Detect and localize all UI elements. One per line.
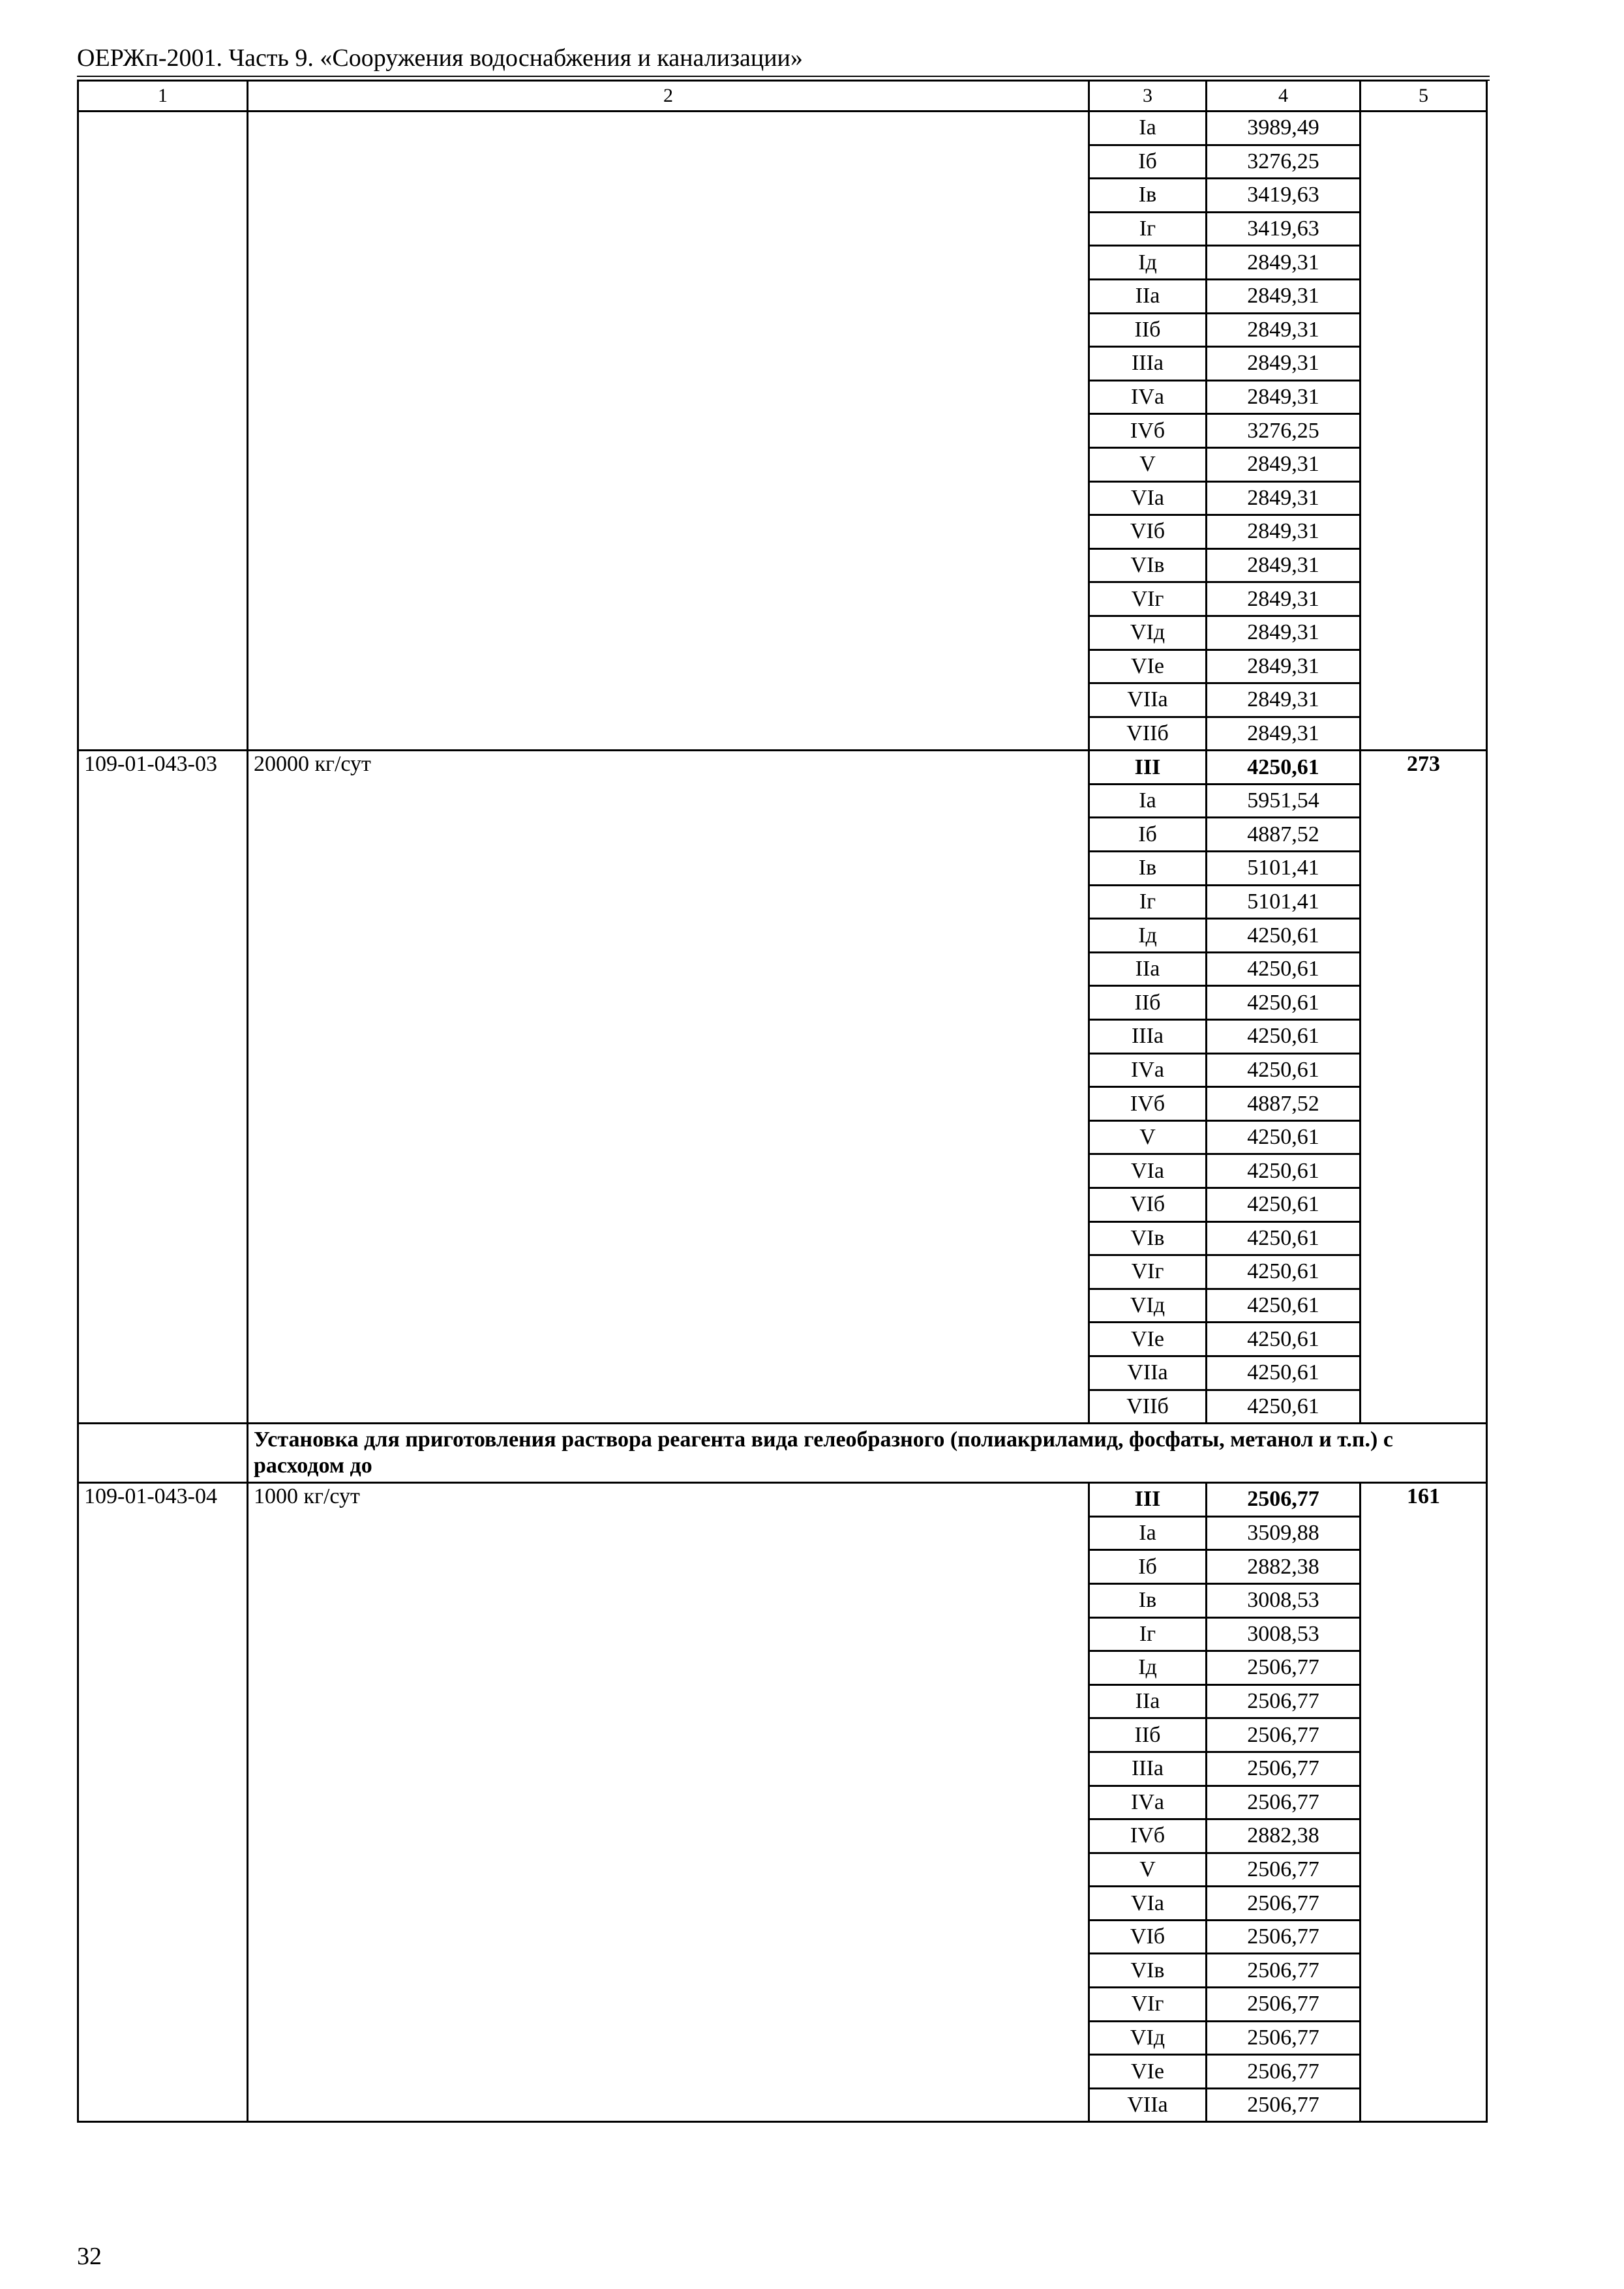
page-number: 32 [77,2243,102,2270]
price-cell: 2882,38 [1207,1550,1361,1584]
price-cell: 4887,52 [1207,1087,1361,1121]
price-cell: 2506,77 [1207,1483,1361,1517]
price-cell: 2882,38 [1207,1819,1361,1853]
zone-cell: VIа [1089,1154,1207,1188]
section-title-row [78,1424,1487,1483]
price-cell: 4250,61 [1207,1323,1361,1356]
description-cell [248,112,1089,751]
col5-cell: 273 [1361,751,1487,1424]
zone-cell: VIб [1089,1188,1207,1222]
zone-cell: VIг [1089,1988,1207,2022]
zone-cell: VIв [1089,548,1207,582]
zone-cell: VIг [1089,582,1207,616]
price-cell: 3989,49 [1207,112,1361,145]
column-header-3: 3 [1089,81,1207,112]
zone-cell: IVа [1089,1053,1207,1087]
price-cell: 4250,61 [1207,1188,1361,1222]
zone-cell: IIа [1089,952,1207,986]
zone-cell: VIв [1089,1954,1207,1988]
column-header-1: 1 [78,81,248,112]
price-cell: 2849,31 [1207,616,1361,650]
zone-cell: VIд [1089,2021,1207,2055]
zone-cell: IIа [1089,1684,1207,1718]
zone-cell: VIIа [1089,683,1207,717]
price-cell: 2849,31 [1207,380,1361,414]
zone-cell: IIIа [1089,1020,1207,1054]
zone-cell: V [1089,447,1207,481]
zone-cell: Iд [1089,246,1207,280]
zone-cell: IIб [1089,313,1207,347]
zone-cell: VIб [1089,515,1207,549]
zone-cell: Iв [1089,1583,1207,1617]
price-cell: 5101,41 [1207,852,1361,886]
price-table-body [78,81,1487,2122]
column-header-5: 5 [1361,81,1487,112]
price-cell: 4250,61 [1207,751,1361,785]
price-cell: 3276,25 [1207,414,1361,448]
zone-cell: Iд [1089,1651,1207,1685]
zone-cell: VIг [1089,1255,1207,1289]
price-cell: 2506,77 [1207,1786,1361,1819]
zone-cell: III [1089,751,1207,785]
price-cell: 2506,77 [1207,1887,1361,1921]
zone-cell: Iв [1089,179,1207,213]
zone-cell: VIд [1089,616,1207,650]
price-cell: 2506,77 [1207,1718,1361,1752]
price-cell: 2506,77 [1207,2088,1361,2122]
zone-cell: VIе [1089,2055,1207,2089]
code-cell [78,1424,248,1483]
price-cell: 4250,61 [1207,1289,1361,1323]
price-table [77,80,1488,2123]
zone-cell: Iг [1089,1617,1207,1651]
price-cell: 2849,31 [1207,717,1361,751]
price-cell: 2849,31 [1207,279,1361,313]
zone-cell: III [1089,1483,1207,1517]
price-cell: 2849,31 [1207,650,1361,683]
price-cell: 2506,77 [1207,1651,1361,1685]
column-header-row [78,81,1487,112]
price-cell: 2506,77 [1207,1684,1361,1718]
price-cell: 3419,63 [1207,179,1361,213]
price-cell: 4250,61 [1207,1390,1361,1424]
zone-cell: V [1089,1120,1207,1154]
table-row [78,112,1487,145]
price-cell: 2506,77 [1207,1752,1361,1786]
price-cell: 3008,53 [1207,1617,1361,1651]
price-cell: 3419,63 [1207,212,1361,246]
price-cell: 2506,77 [1207,1954,1361,1988]
zone-cell: VIIа [1089,2088,1207,2122]
price-cell: 2506,77 [1207,1853,1361,1887]
price-cell: 3008,53 [1207,1583,1361,1617]
description-cell: 20000 кг/сут [248,751,1089,1424]
price-cell: 2849,31 [1207,582,1361,616]
zone-cell: IIб [1089,1718,1207,1752]
zone-cell: VIа [1089,481,1207,515]
zone-cell: IVб [1089,1819,1207,1853]
price-cell: 4250,61 [1207,1020,1361,1054]
price-cell: 5951,54 [1207,784,1361,818]
zone-cell: IIб [1089,986,1207,1020]
col5-cell [1361,112,1487,751]
zone-cell: IVб [1089,1087,1207,1121]
zone-cell: Iб [1089,818,1207,852]
zone-cell: VIв [1089,1221,1207,1255]
price-cell: 2506,77 [1207,1988,1361,2022]
zone-cell: IVа [1089,1786,1207,1819]
price-cell: 2849,31 [1207,246,1361,280]
zone-cell: Iг [1089,885,1207,919]
price-cell: 4250,61 [1207,1356,1361,1390]
table-row [78,1483,1487,1517]
price-cell: 4250,61 [1207,1255,1361,1289]
zone-cell: V [1089,1853,1207,1887]
price-cell: 2849,31 [1207,683,1361,717]
description-cell: 1000 кг/сут [248,1483,1089,2122]
zone-cell: IIIа [1089,347,1207,381]
price-cell: 2849,31 [1207,548,1361,582]
zone-cell: VIе [1089,1323,1207,1356]
price-cell: 2849,31 [1207,481,1361,515]
price-cell: 2849,31 [1207,347,1361,381]
zone-cell: Iб [1089,1550,1207,1584]
price-cell: 4250,61 [1207,1154,1361,1188]
code-cell: 109-01-043-03 [78,751,248,1424]
zone-cell: Iг [1089,212,1207,246]
price-cell: 2506,77 [1207,1920,1361,1954]
zone-cell: VIб [1089,1920,1207,1954]
price-cell: 2849,31 [1207,447,1361,481]
price-cell: 2849,31 [1207,313,1361,347]
price-cell: 2506,77 [1207,2055,1361,2089]
zone-cell: VIIа [1089,1356,1207,1390]
zone-cell: VIIб [1089,717,1207,751]
zone-cell: IIа [1089,279,1207,313]
zone-cell: Iа [1089,1516,1207,1550]
zone-cell: VIе [1089,650,1207,683]
page-header: ОЕРЖп-2001. Часть 9. «Сооружения водоснабжения и канализации» [77,43,1490,77]
column-header-2: 2 [248,81,1089,112]
zone-cell: Iв [1089,852,1207,886]
price-cell: 3276,25 [1207,145,1361,179]
col5-cell: 161 [1361,1483,1487,2122]
zone-cell: VIа [1089,1887,1207,1921]
price-cell: 2849,31 [1207,515,1361,549]
price-cell: 4250,61 [1207,952,1361,986]
zone-cell: Iд [1089,919,1207,953]
zone-cell: IVб [1089,414,1207,448]
zone-cell: Iб [1089,145,1207,179]
section-title: Установка для приготовления раствора реагента вида гелеобразного (полиакриламид, фосфаты, метанол и т.п.) с расходом до [248,1424,1487,1483]
zone-cell: IVа [1089,380,1207,414]
price-cell: 4250,61 [1207,919,1361,953]
price-cell: 2506,77 [1207,2021,1361,2055]
zone-cell: Iа [1089,112,1207,145]
zone-cell: IIIа [1089,1752,1207,1786]
price-cell: 4250,61 [1207,1120,1361,1154]
price-cell: 4250,61 [1207,986,1361,1020]
zone-cell: VIд [1089,1289,1207,1323]
column-header-4: 4 [1207,81,1361,112]
price-cell: 4887,52 [1207,818,1361,852]
code-cell: 109-01-043-04 [78,1483,248,2122]
price-cell: 4250,61 [1207,1053,1361,1087]
zone-cell: Iа [1089,784,1207,818]
price-cell: 3509,88 [1207,1516,1361,1550]
price-cell: 4250,61 [1207,1221,1361,1255]
price-cell: 5101,41 [1207,885,1361,919]
table-row [78,751,1487,785]
code-cell [78,112,248,751]
zone-cell: VIIб [1089,1390,1207,1424]
